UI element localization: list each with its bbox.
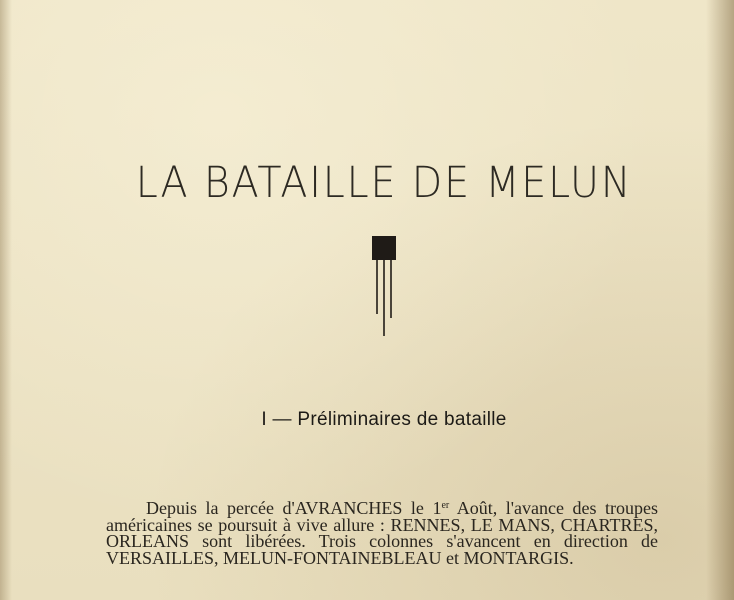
body-paragraph <box>106 500 658 566</box>
ornament-line <box>376 260 378 314</box>
paragraph-text-start: Depuis la percée d'AVRANCHES le 1 <box>146 498 442 518</box>
document-title: LA BATAILLE DE MELUN <box>135 158 633 208</box>
ornament-icon <box>370 236 398 336</box>
section-heading: I — Préliminaires de bataille <box>261 409 507 430</box>
paper-edge-shadow-left <box>0 0 12 600</box>
paragraph-text-rest: Août, l'avance des troupes américaines se poursuit à vive allure : RENNES, LE MANS, CHARTRES, ORLEANS sont libérées. Trois colonnes s'avancent en direction de VERSAILLES, MELUN-FONTAINEBLEAU et MONTARGIS. <box>106 498 658 568</box>
ornament-square <box>372 236 396 260</box>
ornament-line <box>390 260 392 318</box>
ordinal-superscript: er <box>441 500 450 511</box>
ornament-line <box>383 260 385 336</box>
paper-edge-shadow-right <box>706 0 734 600</box>
